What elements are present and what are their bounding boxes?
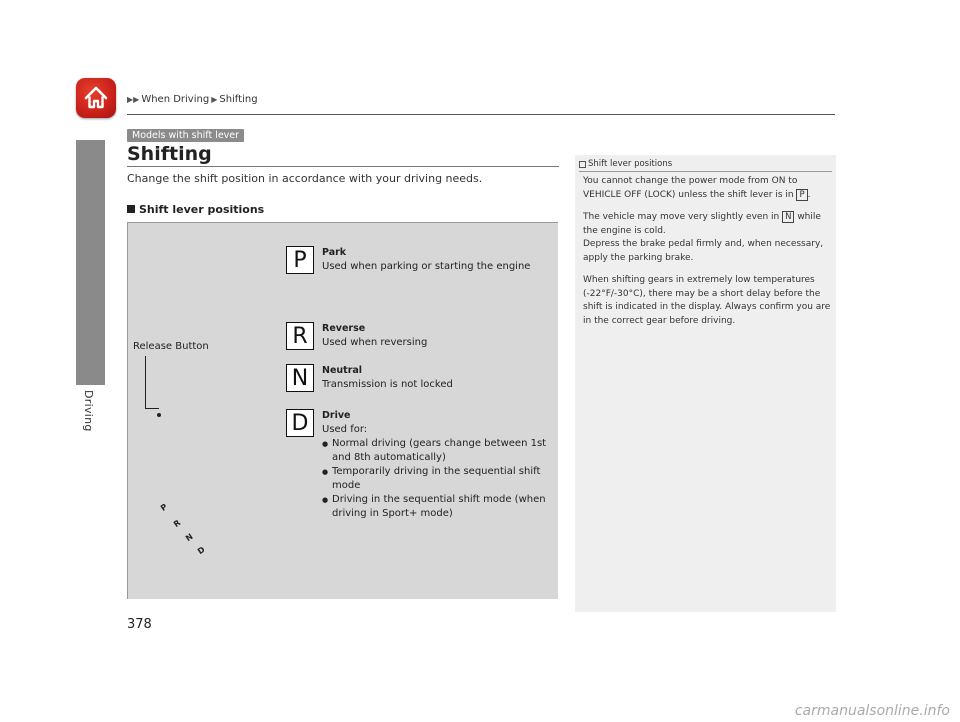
square-bullet-icon bbox=[127, 205, 135, 213]
breadcrumb-arrow-icon: ▶▶ bbox=[127, 95, 140, 104]
release-button-label: Release Button bbox=[133, 341, 209, 352]
list-item: ● Driving in the sequential shift mode (when driving in Sport+ mode) bbox=[322, 493, 554, 521]
gear-desc: Used for: bbox=[322, 424, 368, 435]
gear-name: Neutral bbox=[322, 365, 363, 376]
gear-desc: Used when parking or starting the engine bbox=[322, 261, 531, 272]
gear-n-icon: N bbox=[286, 364, 314, 392]
lever-letter-r: R bbox=[171, 518, 183, 529]
lever-letter-p: P bbox=[158, 502, 169, 513]
info-heading bbox=[579, 159, 672, 169]
gear-desc: Transmission is not locked bbox=[322, 379, 453, 390]
info-paragraph: The vehicle may move very slightly even in N while the engine is cold. Depress the brake pedal firmly and, when necessary, apply the parking brake. bbox=[583, 212, 824, 263]
callout-line bbox=[145, 356, 146, 408]
gear-p-icon: P bbox=[286, 246, 314, 274]
info-body bbox=[583, 175, 833, 337]
watermark: carmanualsonline.info bbox=[794, 703, 950, 719]
breadcrumb-item-shifting[interactable]: Shifting bbox=[219, 94, 258, 105]
shift-lever-figure bbox=[127, 222, 558, 599]
info-paragraph: You cannot change the power mode from ON to VEHICLE OFF (LOCK) unless the shift lever is in P . bbox=[583, 176, 811, 200]
lever-letter-d: D bbox=[196, 544, 207, 557]
page-number: 378 bbox=[127, 617, 152, 632]
gear-key-n: N bbox=[782, 211, 794, 223]
intro-text: Change the shift position in accordance with your driving needs. bbox=[127, 172, 483, 185]
info-sidebar bbox=[575, 155, 836, 612]
breadcrumb bbox=[127, 94, 258, 105]
callout-dot bbox=[157, 413, 161, 417]
model-badge: Models with shift lever bbox=[127, 129, 244, 142]
list-item: ● Normal driving (gears change between 1st and 8th automatically) bbox=[322, 437, 554, 465]
page-title: Shifting bbox=[127, 143, 212, 165]
reference-marker-icon bbox=[579, 161, 586, 168]
gear-neutral bbox=[286, 364, 453, 392]
info-heading-text: Shift lever positions bbox=[588, 159, 673, 169]
chapter-tab-marker bbox=[76, 140, 105, 385]
subheading bbox=[127, 203, 264, 216]
breadcrumb-arrow-icon: ▶ bbox=[211, 95, 218, 104]
gear-d-icon: D bbox=[286, 409, 314, 437]
gear-reverse bbox=[286, 322, 427, 350]
gear-name: Drive bbox=[322, 410, 351, 421]
list-item: ● Temporarily driving in the sequential shift mode bbox=[322, 465, 554, 493]
gear-drive bbox=[286, 409, 554, 521]
callout-line bbox=[145, 408, 159, 409]
title-divider bbox=[127, 166, 559, 167]
home-icon bbox=[82, 84, 110, 112]
gear-desc: Used when reversing bbox=[322, 337, 428, 348]
subheading-text: Shift lever positions bbox=[139, 203, 265, 216]
home-button[interactable] bbox=[76, 78, 116, 118]
info-paragraph: When shifting gears in extremely low temperatures (-22°F/-30°C), there may be a short delay before the shift is indicated in the display. Always confirm you are in the correct gear before driving. bbox=[583, 275, 831, 326]
gear-name: Park bbox=[322, 247, 347, 258]
gear-key-p: P bbox=[796, 189, 807, 201]
lever-letter-n: N bbox=[184, 531, 195, 544]
gear-r-icon: R bbox=[286, 322, 314, 350]
gear-park bbox=[286, 246, 530, 274]
chapter-tab-label[interactable]: Driving bbox=[82, 390, 95, 432]
breadcrumb-item-when-driving[interactable]: When Driving bbox=[141, 94, 210, 105]
header-divider bbox=[127, 114, 835, 115]
drive-bullets bbox=[322, 437, 554, 521]
info-divider bbox=[579, 171, 832, 172]
gear-name: Reverse bbox=[322, 323, 366, 334]
